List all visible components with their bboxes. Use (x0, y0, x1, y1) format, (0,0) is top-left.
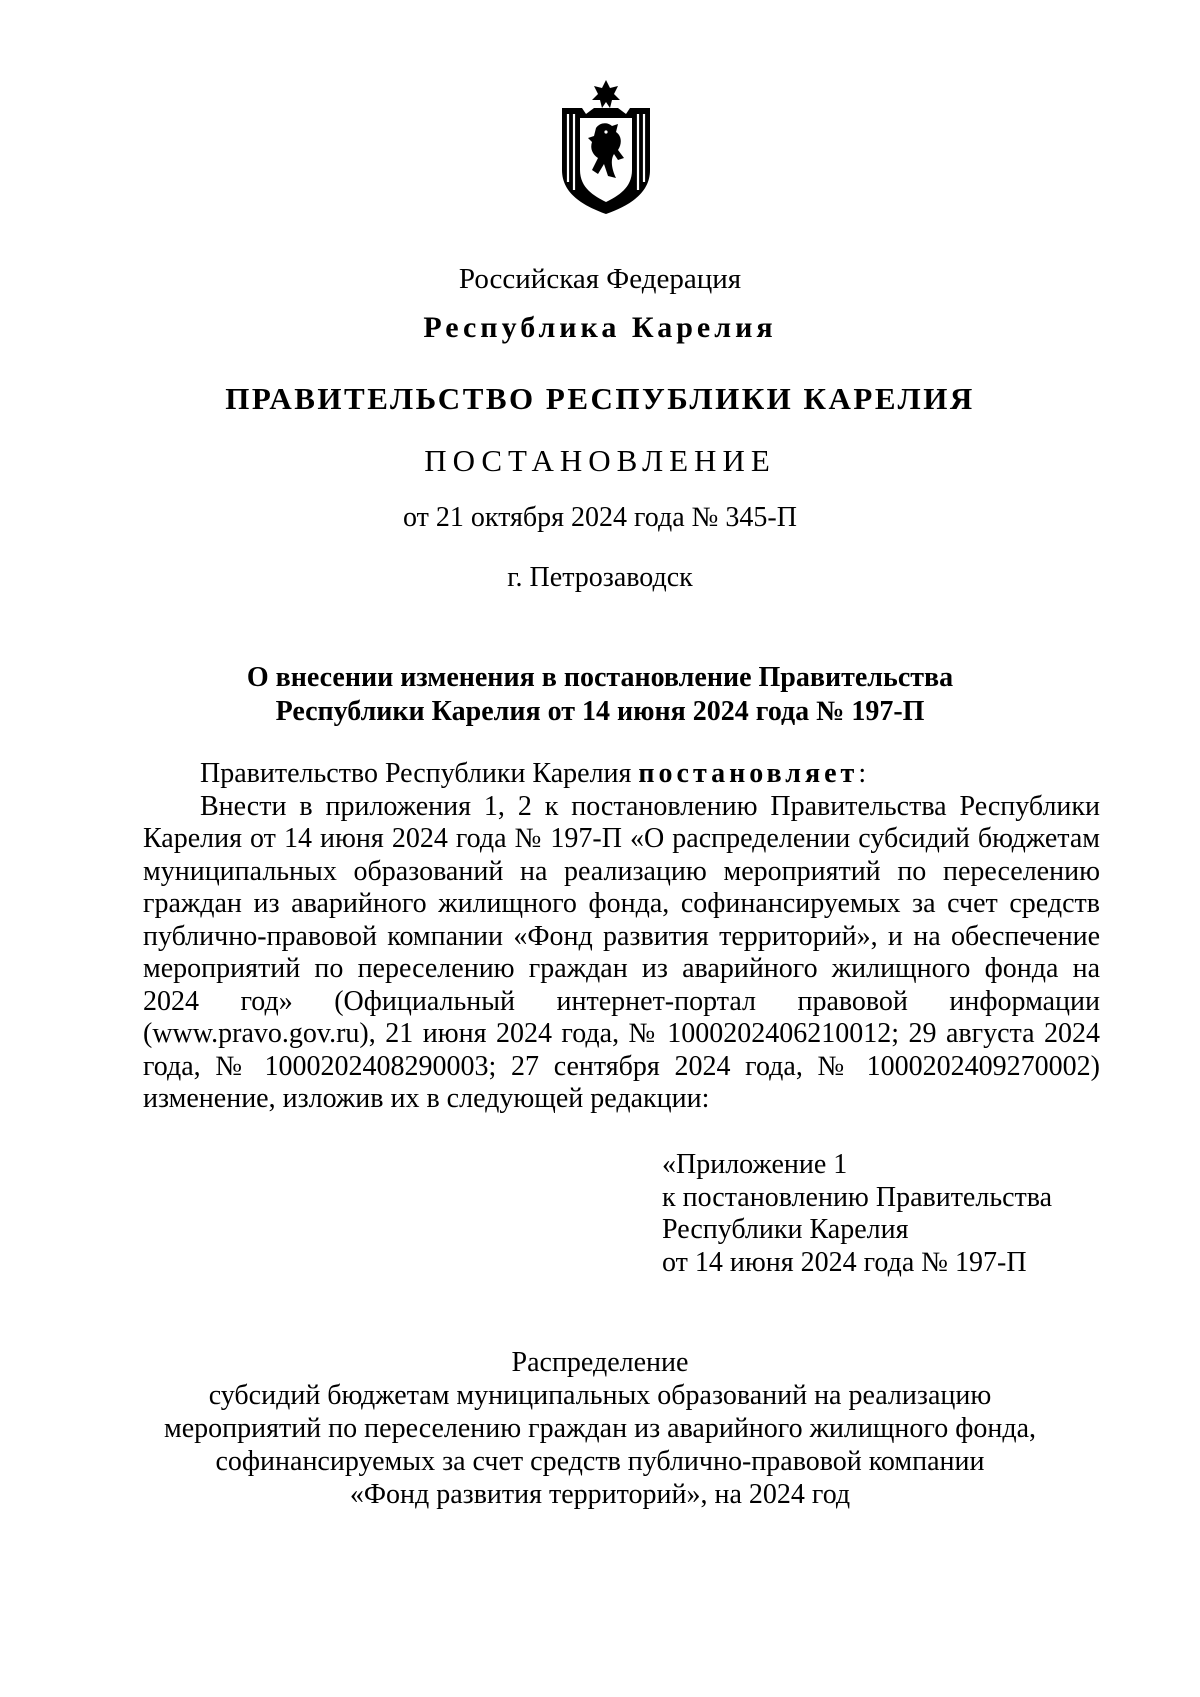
distribution-line: мероприятий по переселению граждан из аварийного жилищного фонда, (163, 1413, 1037, 1444)
subject-line: Республики Карелия от 14 июня 2024 года № 197-П (275, 696, 925, 727)
document-city: г. Петрозаводск (507, 562, 693, 593)
distribution-line: «Фонд развития территорий», на 2024 год (349, 1479, 851, 1510)
country-name: Российская Федерация (458, 263, 742, 295)
resolves-paragraph (143, 758, 1100, 791)
appendix-line: Республики Карелия (662, 1214, 909, 1245)
appendix-line: от 14 июня 2024 года № 197-П (662, 1246, 1027, 1278)
resolves-word: постановляет (638, 758, 859, 789)
appendix-header (662, 1149, 1052, 1279)
karelia-coat-of-arms-icon (556, 78, 656, 216)
appendix-line: к постановлению Правительства (662, 1181, 1053, 1213)
amendment-paragraph: Внести в приложения 1, 2 к постановлению Правительства Республики Карелия от 14 июня 2024 года № 197-П «О распределении субсидий бюджетам муниципальных образований на реализацию мероприятий по переселению граждан из аварийного жилищного фонда, софинансируемых за счет средств публично-правовой компании «Фонд развития территорий», и на обеспечение мероприятий по переселению граждан из аварийного жилищного фонда на 2024 год» (Официальный интернет-портал правовой информации (www.pravo.gov.ru), 21 июня 2024 года, № 1000202406210012; 29 августа 2024 года, № 1000202408290003; 27 сентября 2024 года, № 1000202409270002) изменение, изложив их в следующей редакции: (143, 790, 1100, 1114)
document-date-number: от 21 октября 2024 года № 345-П (403, 502, 797, 533)
government-name: ПРАВИТЕЛЬСТВО РЕСПУБЛИКИ КАРЕЛИЯ (225, 381, 975, 416)
resolves-suffix: : (858, 758, 867, 789)
document-type: ПОСТАНОВЛЕНИЕ (424, 443, 776, 478)
distribution-line: софинансируемых за счет средств публично-правовой компании (215, 1446, 985, 1477)
document-body (143, 758, 1100, 1116)
distribution-title (0, 1346, 1200, 1511)
document-subject (0, 661, 1200, 729)
subject-line: О внесении изменения в постановление Правительства (246, 662, 954, 693)
republic-name: Республика Карелия (423, 311, 777, 344)
resolves-prefix: Правительство Республики Карелия (200, 758, 639, 789)
distribution-line: субсидий бюджетам муниципальных образований на реализацию (208, 1380, 992, 1411)
appendix-line: «Приложение 1 (662, 1149, 848, 1180)
distribution-line: Распределение (511, 1347, 689, 1378)
